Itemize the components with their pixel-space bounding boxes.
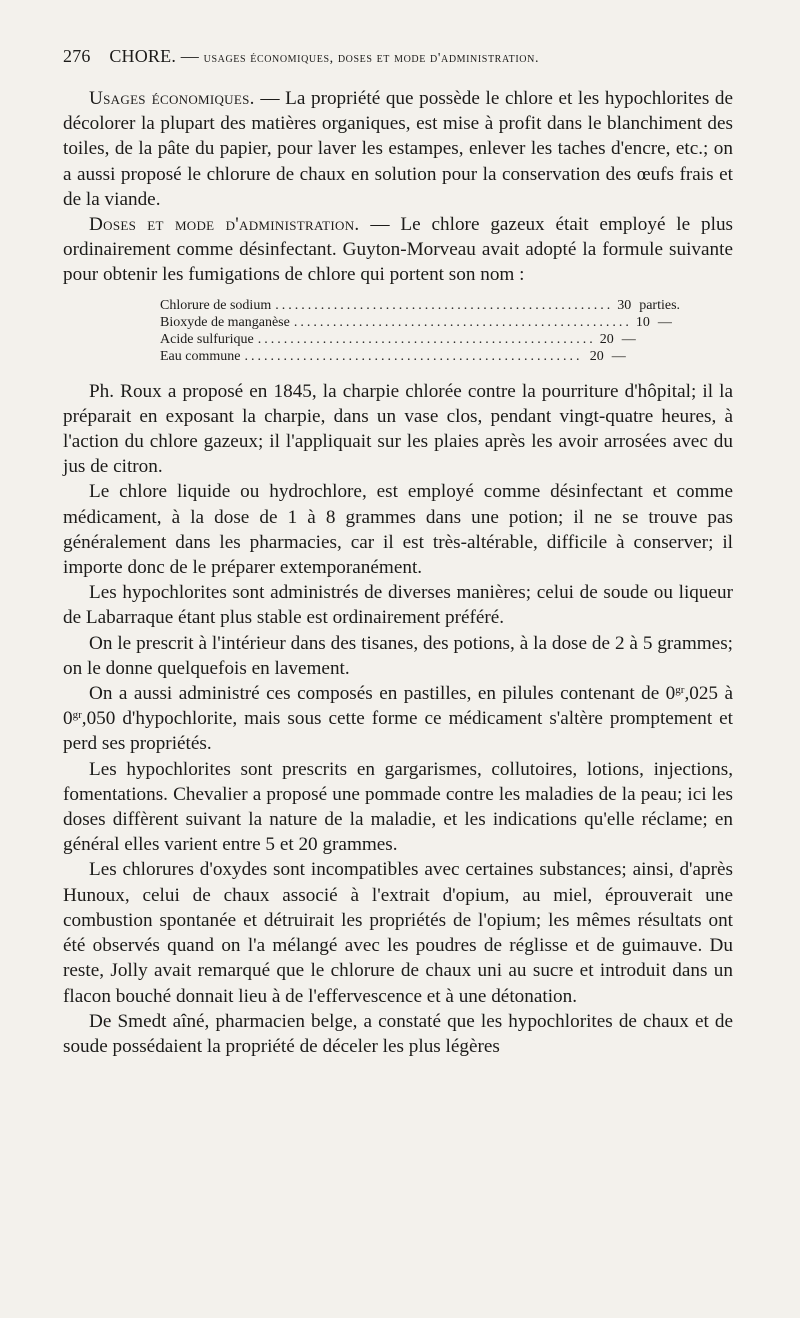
paragraph-chlore-liquide: Le chlore liquide ou hydrochlore, est employé comme désinfectant et comme médicament, à la dose de 1 à 8 grammes dans une potion; il ne se trouve pas généralement dans les pharmacies, car il est très-altérable, difficile à conserver; il importe donc de le préparer extemporanément. — [63, 481, 733, 579]
text-run: ,050 d'hypochlorite, mais sous cette forme ce médicament s'altère promptement et perd ses propriétés. — [63, 708, 733, 755]
leader-dots: .................................................... — [293, 314, 632, 330]
ingredient-quantity: 20 — [599, 331, 614, 347]
leader-dots: .................................................... — [257, 331, 596, 347]
paragraph-incompatibles: Les chlorures d'oxydes sont incompatibles avec certaines substances; ainsi, d'après Hunoux, celui de chaux associé à l'extrait d'opium, au miel, éprouverait une combustion spontanée et détruirait les propriétés de l'opium; les mêmes résultats ont été observés quand on l'a mélangé avec les poudres de réglisse et de guimauve. Du reste, Jolly avait remarqué que le chlorure de chaux uni au sucre et introduit dans un flacon bouché donnait lieu à de l'effervescence et à une détonation. — [63, 859, 733, 1007]
unit-superscript: gr — [72, 709, 82, 722]
paragraph-gargarismes: Les hypochlorites sont prescrits en gargarismes, collutoires, lotions, injections, fomentations. Chevalier a proposé une pommade contre les maladies de la peau; ici les doses diffèrent suivant la nature de la maladie, et les indications qu'elle réclame; en général elles varient entre 5 et 20 grammes. — [63, 758, 733, 856]
text-run: ,025 à 0 — [63, 683, 733, 730]
ingredient-name: Acide sulfurique — [160, 331, 254, 347]
formula-table — [160, 297, 681, 365]
ingredient-unit: — — [621, 331, 636, 347]
paragraph-pastilles — [63, 681, 733, 757]
paragraph-hypochlorites: Les hypochlorites sont administrés de diverses manières; celui de soude ou liqueur de Labarraque étant plus stable est ordinairement préféré. — [63, 582, 733, 629]
formula-row — [160, 314, 672, 331]
ingredient-unit: — — [657, 314, 672, 330]
header-subtitle: usages économiques, doses et mode d'administration. — [203, 51, 540, 66]
formula-row — [160, 331, 650, 348]
paragraph-text: — Le chlore gazeux était employé le plus ordinairement comme désinfectant. Guyton-Morveau avait adopté la formule suivante pour obtenir les fumigations de chlore qui portent son nom : — [63, 214, 733, 286]
leader-dots: .................................................... — [244, 348, 583, 364]
paragraph-roux: Ph. Roux a proposé en 1845, la charpie chlorée contre la pourriture d'hôpital; il la préparait en exposant la charpie, dans un vase clos, pendant vingt-quatre heures, à l'action du chlore gazeux; il l'appliquait sur les plaies après les avoir arrosées avec du jus de citron. — [63, 380, 733, 478]
formula-row — [160, 348, 650, 365]
unit-superscript: gr — [675, 684, 685, 697]
section-lead-usages: Usages économiques. — [89, 88, 255, 109]
ingredient-quantity: 20 — [589, 348, 604, 364]
ingredient-name: Chlorure de sodium — [160, 297, 272, 313]
leader-dots: .................................................... — [275, 297, 614, 313]
paragraph-doses — [63, 212, 733, 288]
body-text — [63, 86, 733, 1059]
paragraph-prescription: On le prescrit à l'intérieur dans des tisanes, des potions, à la dose de 2 à 5 grammes; on le donne quelquefois en lavement. — [63, 632, 733, 679]
header-title: CHORE. — [109, 46, 177, 66]
ingredient-quantity: 10 — [635, 314, 650, 330]
paragraph-text: — La propriété que possède le chlore et les hypochlorites de décolorer la plupart des matières organiques, est mise à profit dans le blanchiment des toiles, de la pâte du papier, pour laver les estampes, enlever les taches d'encre, etc.; on a aussi proposé le chlorure de chaux en solution pour la conservation des œufs frais et de la viande. — [63, 88, 733, 210]
ingredient-unit: parties. — [639, 297, 681, 313]
running-header — [63, 46, 763, 67]
text-run: On a aussi administré ces composés en pastilles, en pilules contenant de 0 — [89, 683, 676, 705]
ingredient-unit: — — [611, 348, 626, 364]
ingredient-quantity: 30 — [617, 297, 632, 313]
paragraph-de-smedt: De Smedt aîné, pharmacien belge, a constaté que les hypochlorites de chaux et de soude possédaient la propriété de déceler les plus légères — [63, 1010, 733, 1057]
ingredient-name: Bioxyde de manganèse — [160, 314, 290, 330]
paragraph-usages — [63, 86, 733, 212]
ingredient-name: Eau commune — [160, 348, 241, 364]
page-number: 276 — [63, 46, 91, 66]
formula-row — [160, 297, 681, 314]
header-dash: — — [180, 46, 199, 66]
section-lead-doses: Doses et mode d'administration. — [89, 214, 360, 236]
